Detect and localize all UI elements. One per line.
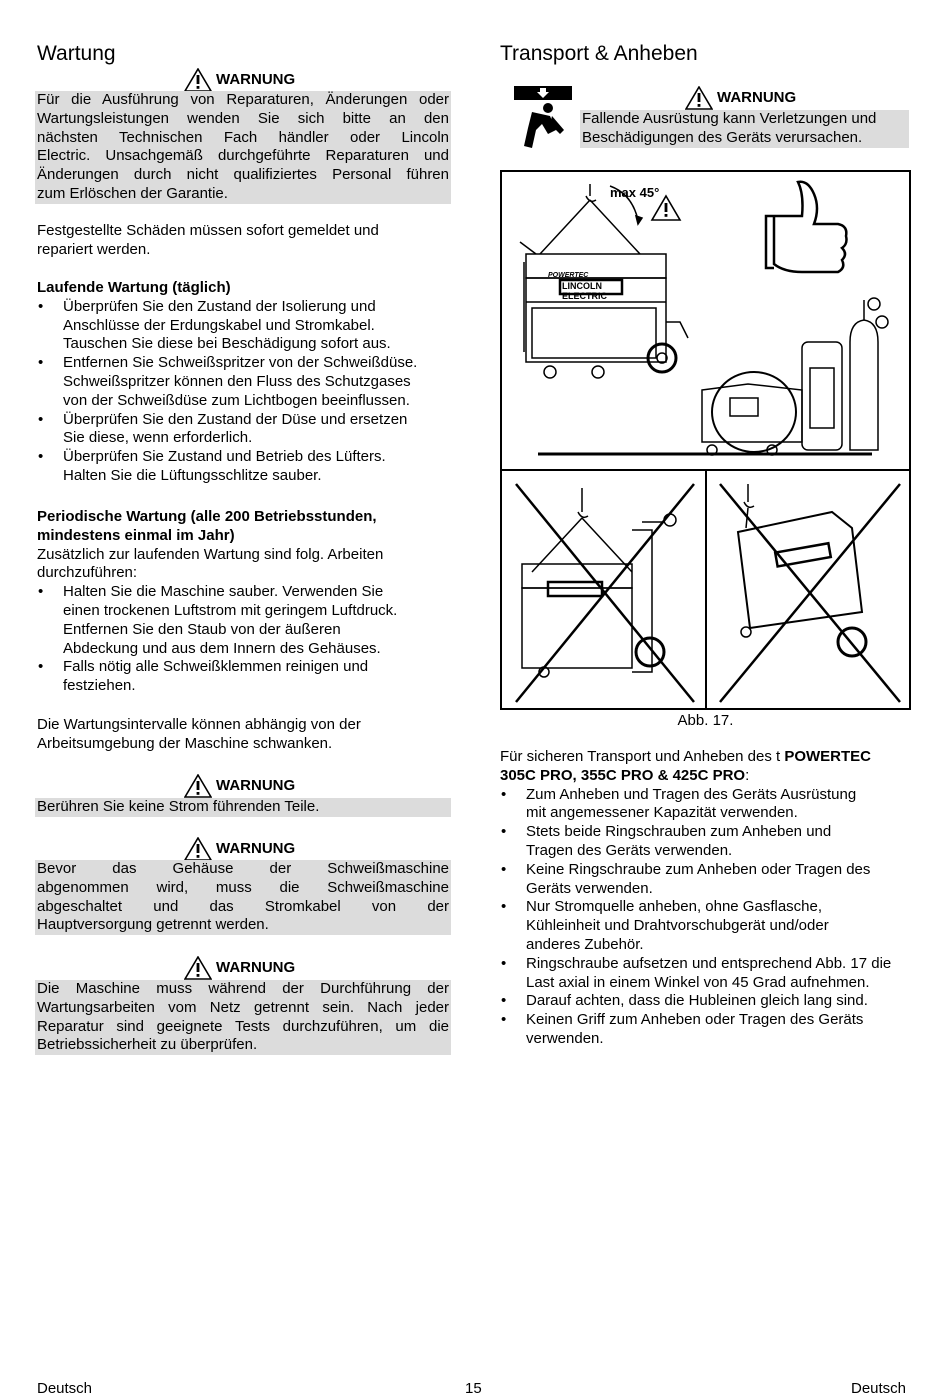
text-line: Bevor das Gehäuse der Schweißmaschine [37, 860, 449, 877]
damage-paragraph [37, 222, 451, 260]
brand-label: POWERTEC [548, 272, 589, 279]
transport-instructions [500, 748, 910, 1049]
text-line: Arbeitsumgebung der Maschine schwanken. [37, 734, 333, 752]
text-line: Sie diese, wenn erforderlich. [63, 429, 253, 447]
list-item [37, 298, 451, 354]
list-item [500, 823, 910, 861]
intro-line-1 [500, 748, 910, 767]
falling-load-icon [512, 86, 576, 152]
text-line: Reparatur sind geeignete Tests durchzuführen, um die [37, 1017, 449, 1035]
text-line: von der Schweißdüse zum Lichtbogen beeinflussen. [63, 391, 410, 409]
warning-icon [685, 86, 713, 110]
periodic-maintenance [37, 508, 451, 696]
text-line: Zusätzlich zur laufenden Wartung sind folg. Arbeiten [37, 545, 384, 563]
warning-label: WARNUNG [216, 958, 296, 976]
periodic-heading: Periodische Wartung (alle 200 Betriebsstunden, [37, 508, 377, 525]
text-line: einen trockenen Luftstrom mit geringem Luftdruck. [63, 601, 398, 619]
warning-icon [184, 837, 212, 861]
text-line: • Keinen Griff zum Anheben oder Tragen des Geräts [526, 1011, 864, 1029]
text-line: Anschlüsse der Erdungskabel und Stromkabel. [63, 316, 375, 334]
list-item [37, 583, 451, 658]
warning-heading-2 [184, 774, 295, 798]
text-line: Beschädigungen des Geräts verursachen. [582, 128, 863, 146]
text-line: Schweißspritzer können den Fluss des Schutzgases [63, 372, 411, 390]
product-models: 305C PRO, 355C PRO & 425C PRO [500, 766, 746, 784]
text-line: • Überprüfen Sie Zustand und Betrieb des Lüfters. [63, 448, 386, 466]
text-line: Tragen des Geräts verwenden. [526, 841, 733, 859]
text-line: mit angemessener Kapazität verwenden. [526, 804, 798, 822]
list-item [500, 1011, 910, 1049]
text-line: • Halten Sie die Maschine sauber. Verwenden Sie [63, 583, 384, 601]
text-line: abgeschaltet und das Stromkabel von der [37, 897, 449, 915]
list-item [37, 411, 451, 449]
warning-box-transport [580, 110, 909, 148]
text-line: • Falls nötig alle Schweißklemmen reinigen und [63, 658, 369, 676]
text-line: Änderungen durch nicht qualifiziertes Personal führen [37, 166, 449, 184]
text-line: • Darauf achten, dass die Hubleinen gleich lang sind. [526, 992, 868, 1010]
wrong-lifting-left [516, 484, 694, 702]
text-line: verwenden. [526, 1029, 604, 1047]
angle-label: max 45° [610, 185, 660, 200]
thumbs-up-icon [766, 182, 847, 272]
text-line: Halten Sie die Lüftungsschlitze sauber. [63, 466, 322, 484]
warning-heading-transport [685, 86, 796, 110]
cooling-unit [802, 342, 842, 450]
periodic-heading-2: mindestens einmal im Jahr) [37, 526, 235, 544]
warning-label: WARNUNG [717, 88, 797, 106]
daily-heading: Laufende Wartung (täglich) [37, 279, 231, 296]
figure-caption: Abb. 17. [677, 712, 734, 729]
warning-heading-4 [184, 956, 295, 980]
intro-line-2 [500, 767, 910, 786]
warning-icon [184, 68, 212, 92]
list-item [500, 861, 910, 899]
text-line: Geräts verwenden. [526, 879, 653, 897]
text-line: • Stets beide Ringschrauben zum Anheben und [526, 823, 832, 841]
text-line: • Überprüfen Sie den Zustand der Düse und ersetzen [63, 410, 408, 428]
text-line: Kühleinheit und Drahtvorschubgerät und/oder [526, 917, 829, 935]
periodic-list [37, 583, 451, 696]
list-item [500, 898, 910, 954]
footer-language-right: Deutsch [851, 1380, 907, 1397]
text-line: Tauschen Sie diese bei Beschädigung sofort aus. [63, 335, 391, 353]
intervals-paragraph [37, 716, 451, 754]
section-title-wartung: Wartung [37, 42, 116, 65]
text-line: abgenommen wird, muss die Schweißmaschine [37, 878, 449, 896]
text-line: Wartungsarbeiten vom Netz getrennt sein. Nach jeder [37, 998, 449, 1016]
list-item [37, 448, 451, 486]
text-line: festziehen. [63, 677, 136, 695]
brand-logo-line: LINCOLN [562, 281, 602, 291]
lifting-illustration [502, 172, 909, 708]
text-line: anderes Zubehör. [526, 935, 644, 953]
text-line: • Überprüfen Sie den Zustand der Isolierung und [63, 297, 376, 315]
intro-text: Für sicheren Transport und Anheben des t [500, 748, 785, 765]
text-line: Entfernen Sie den Staub von der äußeren [63, 620, 341, 638]
text-line: Betriebssicherheit zu überprüfen. [37, 1036, 258, 1054]
warning-box-4 [35, 980, 451, 1055]
text-line: • Zum Anheben und Tragen des Geräts Ausrüstung [526, 785, 857, 803]
text-line: Abdeckung und aus dem Innern des Gehäuses. [63, 639, 381, 657]
warning-icon [184, 774, 212, 798]
warning-icon [184, 956, 212, 980]
text-line: nächsten Technischen Fach händler oder Lincoln [37, 128, 449, 146]
text-line: • Ringschraube aufsetzen und entsprechend Abb. 17 die [526, 954, 892, 972]
text-line: • Nur Stromquelle anheben, ohne Gasflasche, [526, 898, 823, 916]
text-line: Electric. Unsachgemäß durchgeführte Reparaturen und [37, 147, 449, 165]
wrong-lifting-right [720, 484, 900, 702]
warning-label: WARNUNG [216, 776, 296, 794]
daily-maintenance [37, 279, 451, 486]
list-item [37, 354, 451, 410]
list-item [500, 786, 910, 824]
wire-feeder [702, 372, 802, 455]
text-line: Fallende Ausrüstung kann Verletzungen und [582, 110, 877, 127]
warning-label: WARNUNG [216, 70, 296, 88]
text-line: repariert werden. [37, 240, 151, 258]
list-item [500, 955, 910, 993]
warning-box-3 [35, 860, 451, 935]
figure-lifting [500, 170, 911, 710]
footer-language-left: Deutsch [37, 1380, 93, 1397]
warning-box-1 [35, 91, 451, 204]
text-line: durchzuführen: [37, 564, 138, 582]
text-line: Last axial in einem Winkel von 45 Grad aufnehmen. [526, 973, 870, 991]
text-line: zum Erlöschen der Garantie. [37, 184, 228, 202]
text-line: Die Maschine muss während der Durchführung der [37, 980, 449, 997]
brand-logo-line: ELECTRIC [562, 291, 607, 301]
transport-list [500, 786, 910, 1049]
brand-logo [562, 281, 607, 301]
text-line: Wartungsleistungen wenden Sie sich bitte an den [37, 109, 449, 127]
intro-colon: : [745, 766, 750, 784]
list-item [500, 992, 910, 1011]
text-line: • Entfernen Sie Schweißspritzer von der Schweißdüse. [63, 354, 418, 372]
list-item [37, 658, 451, 696]
warning-label: WARNUNG [216, 839, 296, 857]
gas-cylinder [850, 298, 888, 450]
text-line: Die Wartungsintervalle können abhängig von der [37, 716, 361, 733]
daily-list [37, 298, 451, 486]
product-name: POWERTEC [784, 748, 872, 765]
warning-heading-1 [184, 68, 295, 92]
warning-box-2 [35, 798, 451, 817]
text-line: Berühren Sie keine Strom führenden Teile. [37, 798, 320, 815]
text-line: Hauptversorgung getrennt werden. [37, 916, 269, 934]
warning-heading-3 [184, 837, 295, 861]
text-line: Festgestellte Schäden müssen sofort gemeldet und [37, 222, 379, 239]
text-line: Für die Ausführung von Reparaturen, Änderungen oder [37, 91, 449, 108]
page-number: 15 [465, 1380, 482, 1397]
section-title-transport: Transport & Anheben [500, 42, 698, 65]
text-line: • Keine Ringschraube zum Anheben oder Tragen des [526, 860, 871, 878]
